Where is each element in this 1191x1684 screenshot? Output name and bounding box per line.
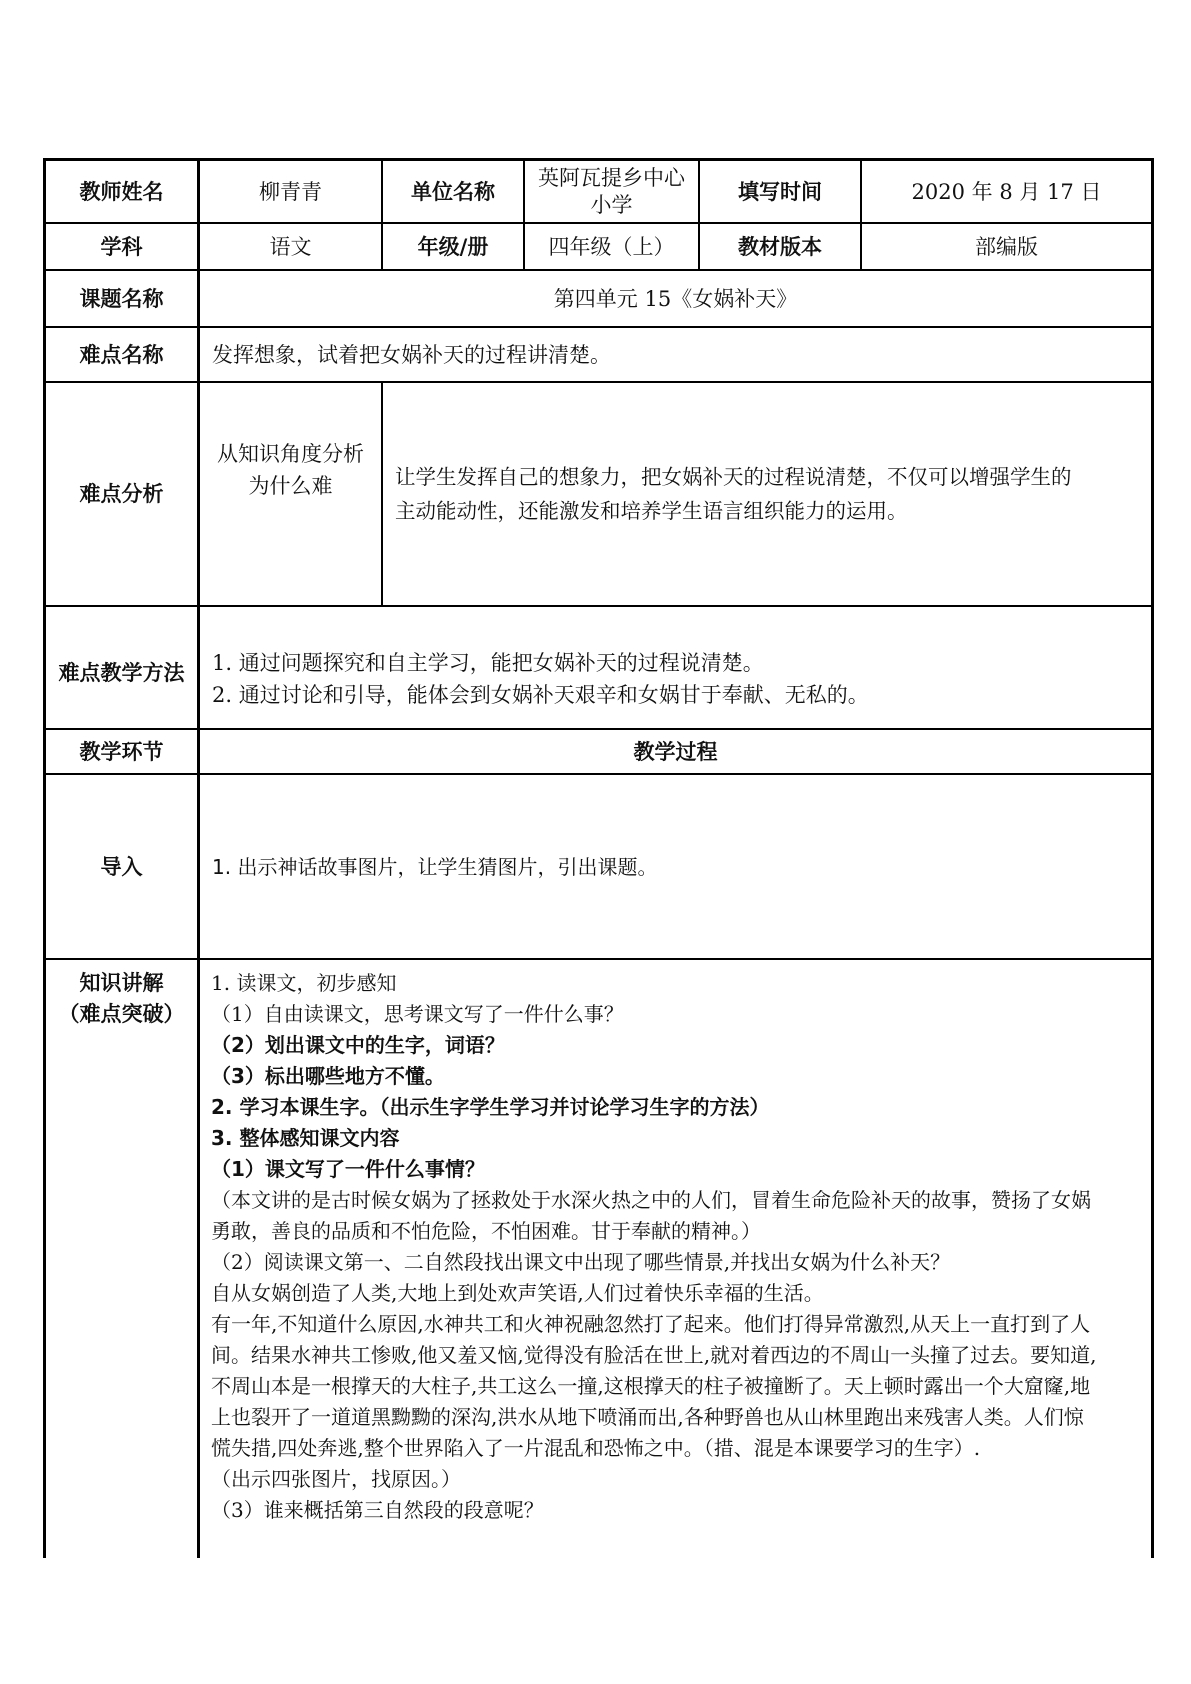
knowledge-label <box>46 968 197 1030</box>
knowledge-line: 1. 读课文，初步感知 <box>211 971 397 995</box>
difficulty-label: 难点名称 <box>79 342 164 367</box>
knowledge-line: 3. 整体感知课文内容 <box>211 1126 400 1150</box>
knowledge-line: 不周山本是一根撑天的大柱子,共工这么一撞,这根撑天的柱子被撞断了。天上顿时露出一个大窟窿,地 <box>211 1374 1091 1398</box>
knowledge-line: 勇敢，善良的品质和不怕危险，不怕困难。甘于奉献的精神。） <box>211 1219 761 1243</box>
teaching-process-header: 教学过程 <box>633 739 718 764</box>
analysis-sub-label-line2: 为什么难 <box>248 474 333 498</box>
knowledge-line: （1）课文写了一件什么事情？ <box>211 1157 485 1181</box>
subject-value: 语文 <box>269 234 312 259</box>
unit-value-line2: 小学 <box>590 192 633 217</box>
knowledge-line: 间。结果水神共工惨败,他又羞又恼,觉得没有脸活在世上,就对着西边的不周山一头撞了过去。要知道, <box>211 1343 1097 1367</box>
analysis-label: 难点分析 <box>79 482 164 506</box>
table-border-right <box>1151 158 1154 1558</box>
knowledge-line: 2. 学习本课生字。（出示生字学生学习并讨论学习生字的方法） <box>211 1095 770 1119</box>
date-label: 填写时间 <box>738 179 822 204</box>
knowledge-line: （本文讲的是古时候女娲为了拯救处于水深火热之中的人们，冒着生命危险补天的故事，赞扬了女娲 <box>211 1188 1091 1212</box>
grade-value: 四年级（上） <box>548 234 675 259</box>
edition-label: 教材版本 <box>738 234 822 259</box>
knowledge-line: 自从女娲创造了人类,大地上到处欢声笑语,人们过着快乐幸福的生活。 <box>211 1281 824 1305</box>
method-text <box>200 607 1151 728</box>
grade-label: 年级/册 <box>417 234 489 259</box>
knowledge-line: （2）划出课文中的生字，词语？ <box>211 1033 505 1057</box>
knowledge-line: （出示四张图片，找原因。） <box>211 1467 461 1491</box>
knowledge-line: （3）谁来概括第三自然段的段意呢？ <box>211 1498 544 1522</box>
topic-label: 课题名称 <box>79 286 164 311</box>
teacher-label: 教师姓名 <box>79 179 164 204</box>
row-divider <box>43 958 1154 960</box>
teaching-step-header: 教学环节 <box>79 739 164 764</box>
method-line2: 2. 通过讨论和引导，能体会到女娲补天艰辛和女娲甘于奉献、无私的。 <box>212 682 869 707</box>
knowledge-label-line1: 知识讲解 <box>79 971 164 995</box>
knowledge-line: （3）标出哪些地方不懂。 <box>211 1064 445 1088</box>
analysis-sub-label-line1: 从知识角度分析 <box>217 442 364 466</box>
knowledge-line: （2）阅读课文第一、二自然段找出课文中出现了哪些情景,并找出女娲为什么补天？ <box>211 1250 951 1274</box>
edition-value: 部编版 <box>975 234 1038 259</box>
knowledge-label-line2: （难点突破） <box>58 1002 185 1026</box>
intro-text: 1. 出示神话故事图片，让学生猜图片，引出课题。 <box>212 854 658 879</box>
date-value: 2020 年 8 月 17 日 <box>911 179 1102 204</box>
analysis-text <box>383 383 1151 605</box>
analysis-text-line2: 主动能动性，还能激发和培养学生语言组织能力的运用。 <box>395 499 908 523</box>
knowledge-line: （1）自由读课文，思考课文写了一件什么事？ <box>211 1002 624 1026</box>
method-label: 难点教学方法 <box>58 660 185 685</box>
unit-label: 单位名称 <box>411 179 495 204</box>
knowledge-line: 上也裂开了一道道黑黝黝的深沟,洪水从地下喷涌而出,各种野兽也从山林里跑出来残害人类。人们惊 <box>211 1405 1084 1429</box>
teacher-value: 柳青青 <box>259 179 322 204</box>
analysis-sub-label <box>200 383 381 605</box>
unit-value-line1: 英阿瓦提乡中心 <box>538 165 685 190</box>
analysis-text-line1: 让学生发挥自己的想象力，把女娲补天的过程说清楚，不仅可以增强学生的 <box>395 465 1072 489</box>
unit-value <box>525 161 698 222</box>
knowledge-line: 有一年,不知道什么原因,水神共工和火神祝融忽然打了起来。他们打得异常激烈,从天上一直打到了人 <box>211 1312 1091 1336</box>
intro-label: 导入 <box>100 854 143 879</box>
method-line1: 1. 通过问题探究和自主学习，能把女娲补天的过程说清楚。 <box>212 650 764 675</box>
knowledge-line: 慌失措,四处奔逃,整个世界陷入了一片混乱和恐怖之中。（措、混是本课要学习的生字）. <box>211 1436 981 1460</box>
difficulty-value: 发挥想象，试着把女娲补天的过程讲清楚。 <box>212 342 611 367</box>
topic-value: 第四单元 15《女娲补天》 <box>553 286 798 311</box>
subject-label: 学科 <box>100 234 143 259</box>
